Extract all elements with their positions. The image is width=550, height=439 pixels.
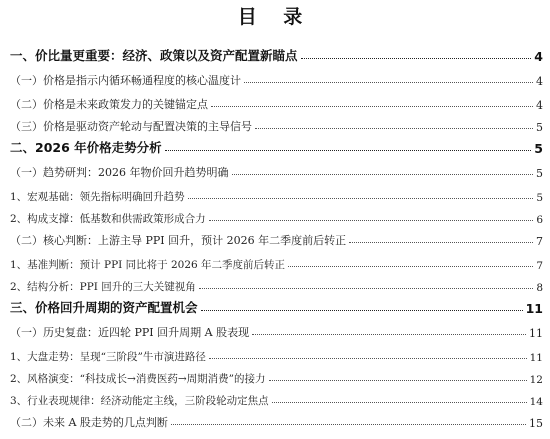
toc-entry-text: 1、基准判断：预计 PPI 同比将于 2026 年二季度前后转正 [10,259,286,271]
toc-entry-page: 14 [529,396,543,408]
toc-entry-page: 6 [536,214,543,226]
dot-leader [269,380,527,381]
toc-entry-page: 5 [536,192,543,204]
toc-entry-text: （一）历史复盘：近四轮 PPI 回升周期 A 股表现 [10,326,250,339]
toc-entry-page: 5 [534,141,543,156]
toc-entry-page: 7 [536,260,543,272]
toc-entry-item[interactable] [10,388,543,408]
toc-entry-item[interactable] [10,344,543,364]
toc-entry-subsection[interactable] [10,320,543,340]
toc-entry-text: 一、价比量更重要：经济、政策以及资产配置新瞄点 [10,48,298,63]
dot-leader [209,358,527,359]
toc-entry-text: （二）未来 A 股走势的几点判断 [10,416,168,429]
toc-entry-subsection[interactable] [10,160,543,180]
toc-entry-text: 1、大盘走势：呈现“三阶段”牛市演进路径 [10,351,206,363]
dot-leader [199,288,534,289]
toc-entry-subsection[interactable] [10,114,543,134]
toc-entry-page: 15 [529,417,543,430]
toc-entry-subsection[interactable] [10,68,543,88]
toc-entry-text: 2、构成支撑：低基数和供需政策形成合力 [10,213,206,225]
dot-leader [288,266,533,267]
toc-entry-item[interactable] [10,274,543,294]
toc-entry-text: 三、价格回升周期的资产配置机会 [10,300,198,315]
toc-entry-page: 4 [536,75,543,88]
toc-entry-section-2[interactable] [10,136,543,156]
toc-entry-page: 5 [536,121,543,134]
toc-entry-text: 1、宏观基础：领先指标明确回升趋势 [10,191,185,203]
toc-entry-text: （一）趋势研判：2026 年物价回升趋势明确 [10,166,229,179]
toc-entry-page: 12 [529,374,543,386]
toc-entry-page: 8 [536,282,543,294]
toc-entry-subsection[interactable] [10,228,543,248]
toc-entry-page: 7 [536,235,543,248]
dot-leader [211,106,533,107]
dot-leader [232,174,534,175]
toc-entry-page: 4 [536,99,543,112]
dot-leader [272,402,527,403]
toc-entry-text: 2、结构分析：PPI 回升的三大关键视角 [10,281,196,293]
toc-entry-text: （三）价格是驱动资产轮动与配置决策的主导信号 [10,120,252,133]
toc-entry-text: （二）核心判断：上游主导 PPI 回升，预计 2026 年二季度前后转正 [10,234,347,247]
toc-entry-section-3[interactable] [10,296,543,316]
dot-leader [165,150,532,151]
toc-entry-item[interactable] [10,366,543,386]
toc-entry-item[interactable] [10,252,543,272]
toc-entry-item[interactable] [10,184,543,204]
toc-entry-page: 11 [525,301,543,316]
dot-leader [255,128,533,129]
dot-leader [301,58,532,59]
toc-entry-text: （二）价格是未来政策发力的关键锚定点 [10,98,208,111]
toc-entry-text: （一）价格是指示内循环畅通程度的核心温度计 [10,74,241,87]
toc-entry-page: 5 [536,167,543,180]
dot-leader [349,242,533,243]
dot-leader [201,310,523,311]
toc-entry-text: 2、风格演变：“科技成长→消费医药→周期消费”的接力 [10,373,266,385]
toc-entry-subsection[interactable] [10,410,543,430]
toc-entry-page: 4 [534,49,543,64]
dot-leader [244,82,533,83]
toc-entry-item[interactable] [10,206,543,226]
toc-entry-subsection[interactable] [10,92,543,112]
dot-leader [171,424,526,425]
toc-entry-text: 3、行业表现规律：经济动能定主线，三阶段轮动定焦点 [10,395,269,407]
toc-entry-text: 二、2026 年价格走势分析 [10,140,162,155]
dot-leader [252,334,526,335]
toc-entry-page: 11 [529,327,543,340]
toc-entry-section-1[interactable] [10,44,543,64]
dot-leader [188,198,534,199]
toc-entry-page: 11 [529,352,543,364]
dot-leader [209,220,534,221]
toc-title: 目 录 [237,6,313,28]
